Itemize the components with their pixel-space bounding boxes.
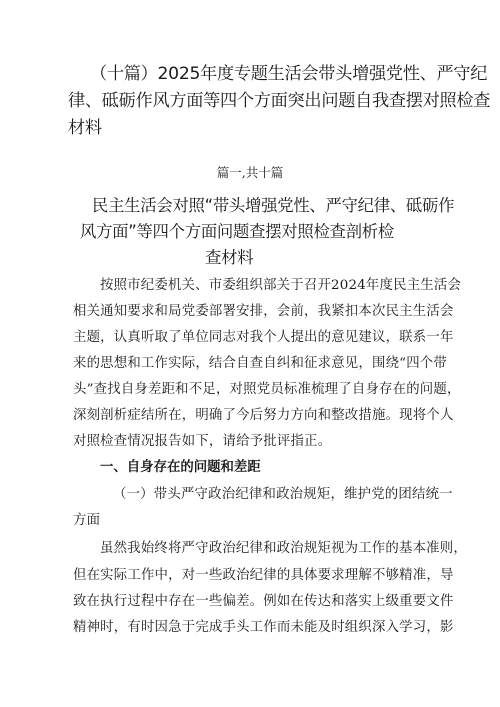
intro-line-2: 相关通知要求和局党委部署安排，会前，我紧扣本次民主生活会 (73, 304, 454, 319)
article-title-line-1: 民主生活会对照“带头增强党性、严守纪律、砥砺作 (92, 196, 455, 215)
subheading-1-line-1: （一）带头严守政治纪律和政治规矩，维护党的团结统一 (113, 487, 453, 502)
intro-line-3: 主题，认真听取了单位同志对我个人提出的意见建议，联系一年 (73, 330, 454, 345)
section-label: 篇一,共十篇 (216, 165, 284, 180)
intro-line-1: 按照市纪委机关、市委组织部关于召开2024年度民主生活会 (100, 278, 462, 293)
article-title-line-2: 风方面”等四个方面问题查摆对照检查剖析检 (80, 222, 394, 241)
document-title-line-1: （十篇）2025年度专题生活会带头增强党性、严守纪 (90, 64, 488, 84)
intro-line-4: 来的思想和工作实际，结合自查自纠和征求意见，围绕“四个带 (73, 356, 447, 371)
article-title-line-3: 查材料 (205, 248, 254, 267)
intro-line-6: 深刻剖析症结所在，明确了今后努力方向和整改措施。现将个人 (73, 408, 454, 423)
para-1-line-1: 虽然我始终将严守政治纪律和政治规矩视为工作的基本准则， (100, 541, 467, 556)
para-1-line-3: 致在执行过程中存在一些偏差。例如在传达和落实上级重要文件 (73, 594, 454, 609)
section-heading-1: 一、自身存在的问题和差距 (100, 460, 261, 475)
document-title-line-2: 律、砥砺作风方面等四个方面突出问题自我查摆对照检查 (68, 91, 491, 111)
intro-line-7: 对照检查情况报告如下，请给予批评指正。 (73, 434, 332, 449)
para-1-line-4: 精神时，有时因急于完成手头工作而未能及时组织深入学习，影 (73, 620, 454, 635)
para-1-line-2: 但在实际工作中，对一些政治纪律的具体要求理解不够精准，导 (73, 568, 454, 583)
document-title-line-3: 材料 (68, 118, 102, 138)
subheading-1-line-2: 方面 (73, 513, 101, 528)
intro-line-5: 头”查找自身差距和不足，对照党员标准梳理了自身存在的问题， (73, 382, 461, 397)
